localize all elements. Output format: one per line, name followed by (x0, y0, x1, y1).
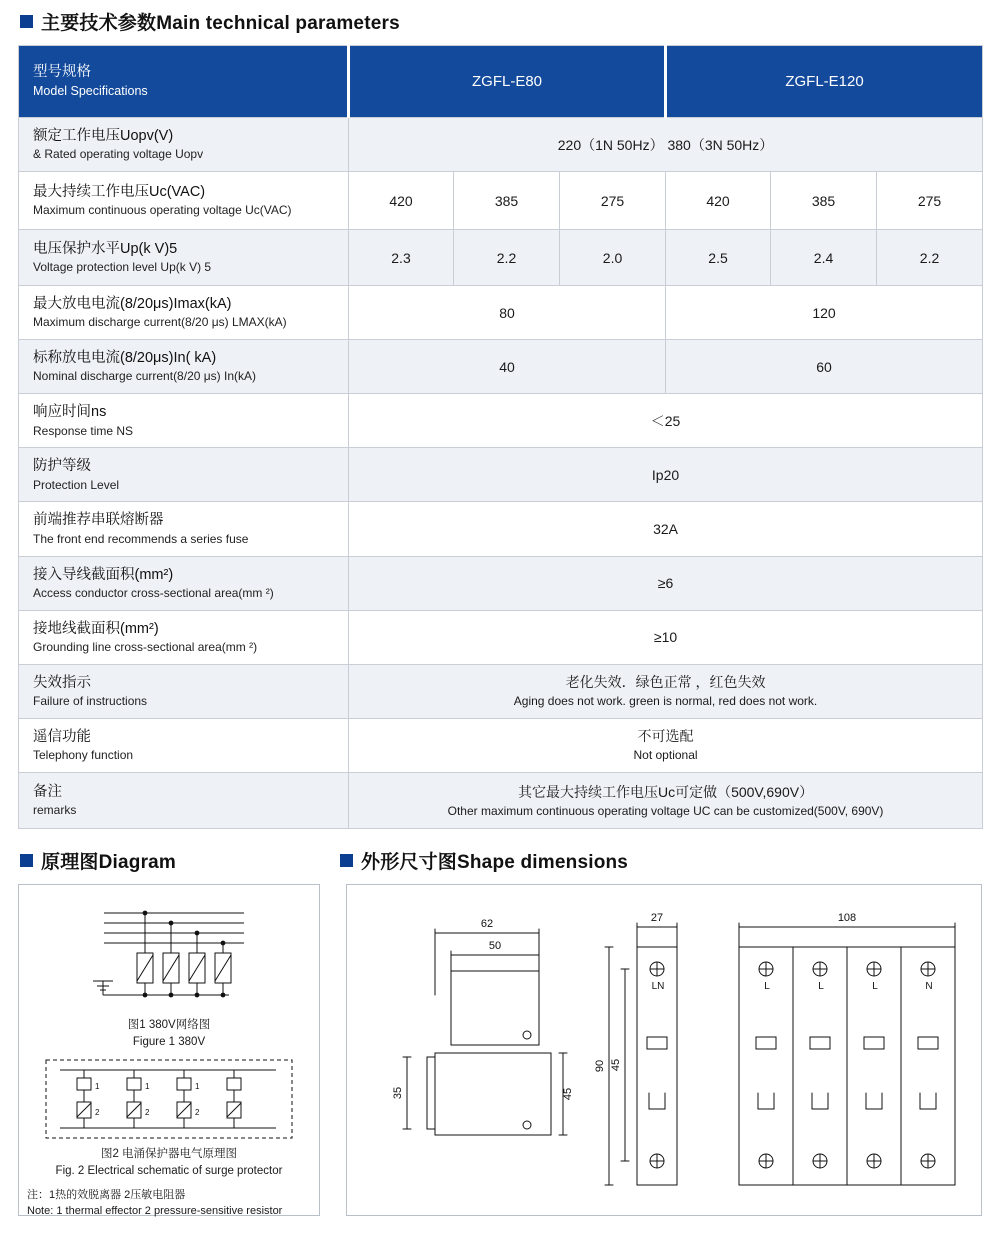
row-value: 275 (560, 172, 666, 230)
row-label: 标称放电电流(8/20μs)In( kA) Nominal discharge current(8/20 μs) In(kA) (19, 340, 349, 394)
row-value: 420 (349, 172, 454, 230)
row-label: 接地线截面积(mm²) Grounding line cross-sectional area(mm ²) (19, 610, 349, 664)
dim-27-label: 27 (650, 911, 664, 924)
row-value: 2.5 (666, 230, 771, 286)
table-row (19, 772, 983, 828)
table-row (19, 718, 983, 772)
shape-heading (340, 847, 628, 874)
square-bullet-icon (20, 854, 33, 867)
row-label: 备注 remarks (19, 772, 349, 828)
terminal-label: L (764, 980, 770, 992)
svg-text:2: 2 (95, 1108, 100, 1118)
table-row (19, 230, 983, 286)
row-value: 32A (349, 502, 983, 556)
table-row (19, 340, 983, 394)
dim-50-label: 50 (488, 939, 502, 952)
dim-45a-label: 45 (562, 1087, 574, 1101)
table-header-row (19, 46, 983, 118)
diagram-heading-wrap (20, 847, 340, 874)
page-title: 主要技术参数Main technical parameters (41, 13, 400, 34)
spec-table-wrapper (0, 45, 1000, 829)
row-value: Ip20 (349, 448, 983, 502)
row-label: 失效指示 Failure of instructions (19, 664, 349, 718)
shape-dimensions-svg (347, 885, 981, 1215)
terminal-label: N (925, 980, 933, 992)
shape-panel (346, 884, 982, 1216)
header-label-en: Model Specifications (33, 83, 148, 98)
diagram-note: 注：1热的效脱离器 2压敏电阻器 Note: 1 thermal effector 2 pressure-sensitive resistor (27, 1188, 283, 1217)
header-col-e120: ZGFL-E120 (666, 46, 983, 118)
schematic-label: 1 (95, 1082, 100, 1092)
figure1-caption: 图1 380V网络图 Figure 1 380V (127, 1018, 211, 1048)
row-value: 40 (349, 340, 666, 394)
table-row (19, 664, 983, 718)
row-value: 385 (771, 172, 877, 230)
dim-45b-label: 45 (610, 1058, 622, 1072)
row-label: 响应时间ns Response time NS (19, 394, 349, 448)
table-row (19, 394, 983, 448)
row-value: 老化失效．绿色正常 ，红色失效 Aging does not work. green is normal, red does not work. (349, 664, 983, 718)
terminal-label-ln: LN (651, 980, 665, 992)
header-col-e80: ZGFL-E80 (349, 46, 666, 118)
row-label: 最大持续工作电压Uc(VAC) Maximum continuous operating voltage Uc(VAC) (19, 172, 349, 230)
table-row (19, 502, 983, 556)
square-bullet-icon (20, 15, 33, 28)
terminal-label: L (872, 980, 878, 992)
bottom-panels (0, 880, 1000, 1216)
row-value: ≥6 (349, 556, 983, 610)
row-label: 遥信功能 Telephony function (19, 718, 349, 772)
svg-text:1: 1 (145, 1082, 150, 1092)
shape-heading-wrap (340, 847, 628, 874)
dim-90-label: 90 (594, 1059, 606, 1073)
row-value: 220（1N 50Hz） 380（3N 50Hz） (349, 118, 983, 172)
row-label: 最大放电电流(8/20μs)Imax(kA) Maximum discharge current(8/20 μs) LMAX(kA) (19, 286, 349, 340)
row-label: 前端推荐串联熔断器 The front end recommends a series fuse (19, 502, 349, 556)
dim-35-label: 35 (392, 1086, 404, 1100)
row-value: 不可选配 Not optional (349, 718, 983, 772)
row-value: ≥10 (349, 610, 983, 664)
diagram-title: 原理图Diagram (41, 851, 177, 873)
svg-text:1: 1 (195, 1082, 200, 1092)
schematic-svg (44, 1058, 294, 1140)
table-row (19, 118, 983, 172)
shape-title: 外形尺寸图Shape dimensions (361, 851, 629, 873)
table-row (19, 556, 983, 610)
row-value: 2.0 (560, 230, 666, 286)
dim-62-label: 62 (480, 917, 494, 930)
row-value: 120 (666, 286, 983, 340)
row-value: 其它最大持续工作电压Uc可定做（500V,690V） Other maximum continuous operating voltage UC can be customized(500V, 690V) (349, 772, 983, 828)
row-label: 防护等级 Protection Level (19, 448, 349, 502)
row-value: 2.4 (771, 230, 877, 286)
row-label: 额定工作电压Uopv(V) & Rated operating voltage Uopv (19, 118, 349, 172)
figure2-wrap (19, 1058, 319, 1140)
table-row (19, 286, 983, 340)
bottom-headings (0, 829, 1000, 880)
square-bullet-icon (340, 854, 353, 867)
row-value: 60 (666, 340, 983, 394)
row-label: 接入导线截面积(mm²) Access conductor cross-sectional area(mm ²) (19, 556, 349, 610)
diagram-heading (20, 847, 340, 874)
row-value: 385 (454, 172, 560, 230)
row-value: ＜25 (349, 394, 983, 448)
row-value: 2.3 (349, 230, 454, 286)
table-row (19, 448, 983, 502)
header-label-cell (19, 46, 349, 118)
row-value: 275 (877, 172, 983, 230)
table-row (19, 172, 983, 230)
svg-text:2: 2 (145, 1108, 150, 1118)
row-label: 电压保护水平Up(k V)5 Voltage protection level Up(k V) 5 (19, 230, 349, 286)
table-row (19, 610, 983, 664)
figure2-caption: 图2 电涌保护器电气原理图 Fig. 2 Electrical schematic of surge protector (55, 1148, 283, 1177)
row-value: 420 (666, 172, 771, 230)
svg-text:2: 2 (195, 1108, 200, 1118)
diagram-panel (18, 884, 320, 1216)
dim-108-label: 108 (837, 911, 857, 924)
spec-table (18, 45, 983, 829)
row-value: 2.2 (454, 230, 560, 286)
terminal-label: L (818, 980, 824, 992)
row-value: 80 (349, 286, 666, 340)
main-params-heading (0, 0, 1000, 45)
row-value: 2.2 (877, 230, 983, 286)
header-label-cn: 型号规格 (33, 64, 91, 81)
